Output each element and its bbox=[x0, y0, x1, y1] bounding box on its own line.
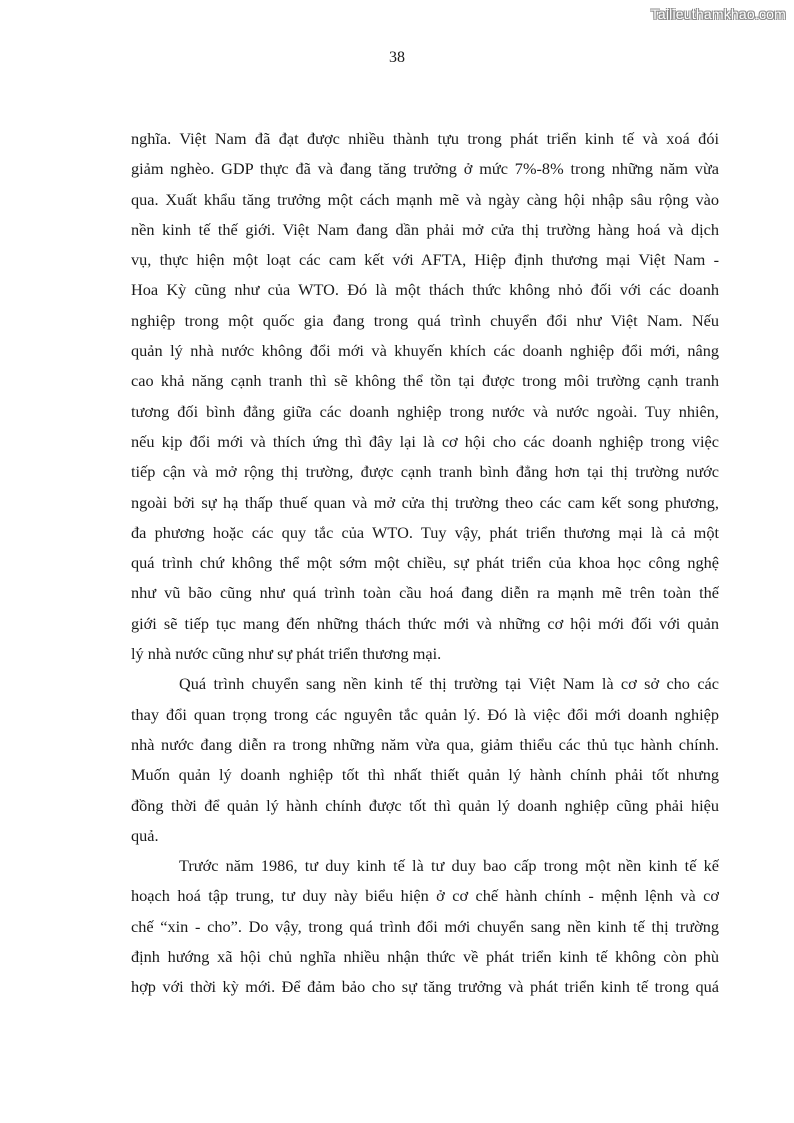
text-line: đa phương hoặc các quy tắc của WTO. Tuy vậy, phát triển thương mại là cả một bbox=[131, 522, 719, 542]
text-line: quả. bbox=[131, 825, 159, 845]
text-line: quá trình chứ không thể một sớm một chiều, sự phát triển của khoa học công nghệ bbox=[131, 553, 719, 573]
text-line: thay đổi quan trọng trong các nguyên tắc quản lý. Đó là việc đổi mới doanh nghiệp bbox=[131, 704, 719, 724]
text-line: hợp với thời kỳ mới. Để đảm bảo cho sự tăng trưởng và phát triển kinh tế trong quá bbox=[131, 977, 719, 997]
text-line: hoạch hoá tập trung, tư duy này biểu hiện ở cơ chế hành chính - mệnh lệnh và cơ bbox=[131, 886, 719, 906]
text-line: nếu kịp đổi mới và thích ứng thì đây lại là cơ hội cho các doanh nghiệp trong việc bbox=[131, 431, 719, 451]
text-line: lý nhà nước cũng như sự phát triển thương mại. bbox=[131, 644, 442, 664]
page-number: 38 bbox=[389, 49, 405, 66]
text-line: đồng thời để quản lý hành chính được tốt thì quản lý doanh nghiệp cũng phải hiệu bbox=[131, 795, 719, 815]
text-line: nhà nước đang diễn ra trong những năm vừa qua, giảm thiểu các thủ tục hành chính. bbox=[131, 734, 719, 754]
text-line: định hướng xã hội chủ nghĩa nhiều nhận thức về phát triển kinh tế không còn phù bbox=[131, 947, 719, 967]
text-line: qua. Xuất khẩu tăng trưởng một cách mạnh mẽ và ngày càng hội nhập sâu rộng vào bbox=[131, 189, 719, 209]
text-line: vụ, thực hiện một loạt các cam kết với AFTA, Hiệp định thương mại Việt Nam - bbox=[131, 250, 719, 270]
text-line: Quá trình chuyển sang nền kinh tế thị trường tại Việt Nam là cơ sở cho các bbox=[179, 674, 719, 694]
paragraph bbox=[131, 851, 719, 1002]
text-line: Muốn quản lý doanh nghiệp tốt thì nhất thiết quản lý hành chính phải tốt nhưng bbox=[131, 765, 719, 785]
text-line: chế “xin - cho”. Do vậy, trong quá trình đổi mới chuyển sang nền kinh tế thị trường bbox=[131, 916, 719, 936]
paragraph bbox=[131, 124, 719, 669]
text-line: nghiệp trong một quốc gia đang trong quá trình chuyển đổi như Việt Nam. Nếu bbox=[131, 310, 719, 330]
text-line: giảm nghèo. GDP thực đã và đang tăng trưởng ở mức 7%-8% trong những năm vừa bbox=[131, 159, 719, 179]
text-line: quản lý nhà nước không đổi mới và khuyến khích các doanh nghiệp đổi mới, nâng bbox=[131, 341, 719, 361]
watermark: Tailieuthamkhao.com bbox=[650, 6, 786, 22]
text-line: tương đối bình đẳng giữa các doanh nghiệp trong nước và nước ngoài. Tuy nhiên, bbox=[131, 401, 719, 421]
text-line: Trước năm 1986, tư duy kinh tế là tư duy bao cấp trong một nền kinh tế kế bbox=[179, 856, 719, 876]
paragraph bbox=[131, 669, 719, 851]
text-line: tiếp cận và mở rộng thị trường, được cạnh tranh bình đẳng hơn tại thị trường nước bbox=[131, 462, 719, 482]
text-line: cao khả năng cạnh tranh thì sẽ không thể tồn tại được trong môi trường cạnh tranh bbox=[131, 371, 719, 391]
text-line: nghĩa. Việt Nam đã đạt được nhiều thành tựu trong phát triển kinh tế và xoá đói bbox=[131, 129, 719, 148]
text-line: nền kinh tế thế giới. Việt Nam đang dần phải mở cửa thị trường hàng hoá và dịch bbox=[131, 219, 719, 239]
body-text bbox=[131, 124, 719, 1003]
text-line: giới sẽ tiếp tục mang đến những thách thức mới và những cơ hội mới đối với quản bbox=[131, 613, 719, 633]
text-line: ngoài bởi sự hạ thấp thuế quan và mở cửa thị trường theo các cam kết song phương, bbox=[131, 492, 719, 512]
text-line: Hoa Kỳ cũng như của WTO. Đó là một thách thức không nhỏ đối với các doanh bbox=[131, 280, 719, 300]
text-line: như vũ bão cũng như quá trình toàn cầu hoá đang diễn ra mạnh mẽ trên toàn thế bbox=[131, 583, 719, 603]
